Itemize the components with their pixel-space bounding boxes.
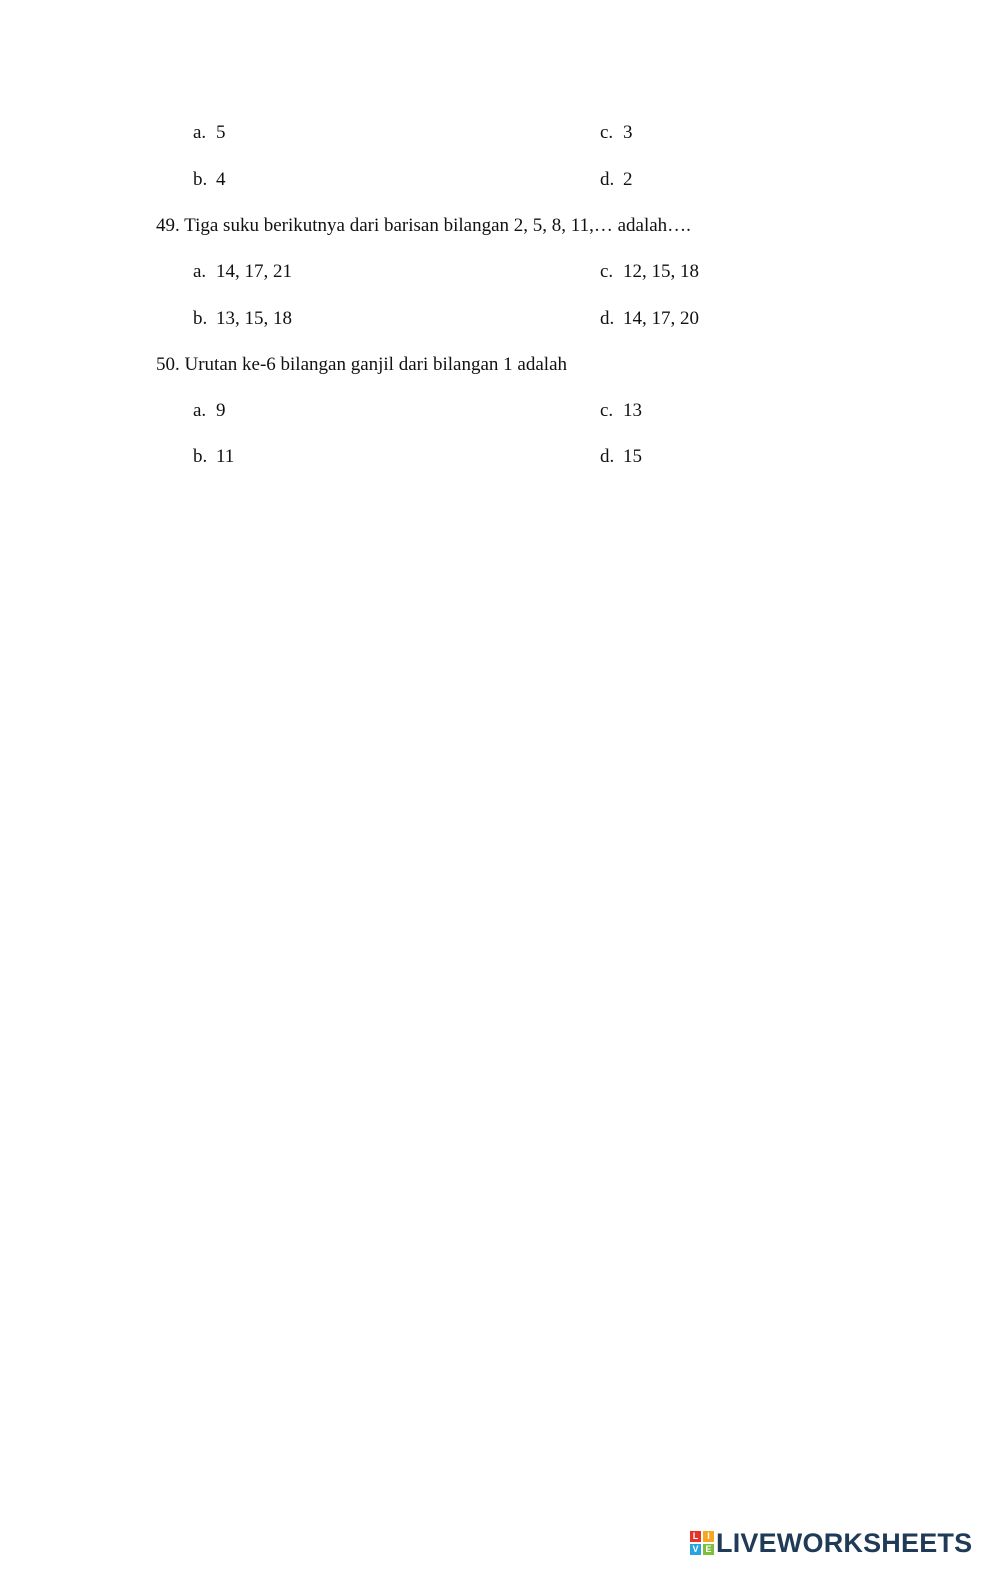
q50-option-c xyxy=(600,399,642,423)
q49-option-a xyxy=(193,260,292,284)
q50-option-a xyxy=(193,399,226,423)
option-letter: b. xyxy=(193,446,208,467)
option-text: 4 xyxy=(216,169,226,190)
option-text: 14, 17, 20 xyxy=(623,308,699,329)
q49-option-d xyxy=(600,307,699,331)
option-text: 13, 15, 18 xyxy=(216,308,292,329)
option-text: 5 xyxy=(216,122,226,143)
option-text: 9 xyxy=(216,400,226,421)
q49-option-c xyxy=(600,260,699,284)
option-letter: d. xyxy=(600,169,615,190)
logo-square-e: E xyxy=(703,1544,714,1555)
liveworksheets-watermark xyxy=(690,1528,972,1558)
option-text: 15 xyxy=(623,446,642,467)
option-letter: b. xyxy=(193,308,208,329)
logo-square-i: I xyxy=(703,1531,714,1542)
question-49: 49. Tiga suku berikutnya dari barisan bilangan 2, 5, 8, 11,… adalah…. xyxy=(156,215,691,236)
option-text: 11 xyxy=(216,446,235,467)
option-letter: c. xyxy=(600,400,614,421)
logo-square-l: L xyxy=(690,1531,701,1542)
option-text: 12, 15, 18 xyxy=(623,261,699,282)
option-letter: c. xyxy=(600,261,614,282)
option-letter: a. xyxy=(193,261,207,282)
q48-option-a xyxy=(193,121,226,145)
option-text: 3 xyxy=(623,122,633,143)
option-letter: a. xyxy=(193,122,207,143)
option-text: 2 xyxy=(623,169,633,190)
option-text: 13 xyxy=(623,400,642,421)
watermark-text: LIVEWORKSHEETS xyxy=(716,1528,973,1558)
question-50: 50. Urutan ke-6 bilangan ganjil dari bilangan 1 adalah xyxy=(156,354,568,375)
q50-option-b xyxy=(193,445,234,469)
logo-square-v: V xyxy=(690,1544,701,1555)
q49-option-b xyxy=(193,307,292,331)
q50-option-d xyxy=(600,445,642,469)
option-letter: d. xyxy=(600,446,615,467)
option-text: 14, 17, 21 xyxy=(216,261,292,282)
option-letter: d. xyxy=(600,308,615,329)
q48-option-c xyxy=(600,121,633,145)
q48-option-b xyxy=(193,168,226,192)
option-letter: c. xyxy=(600,122,614,143)
option-letter: a. xyxy=(193,400,207,421)
option-letter: b. xyxy=(193,169,208,190)
liveworksheets-logo-icon xyxy=(690,1531,714,1555)
q48-option-d xyxy=(600,168,633,192)
